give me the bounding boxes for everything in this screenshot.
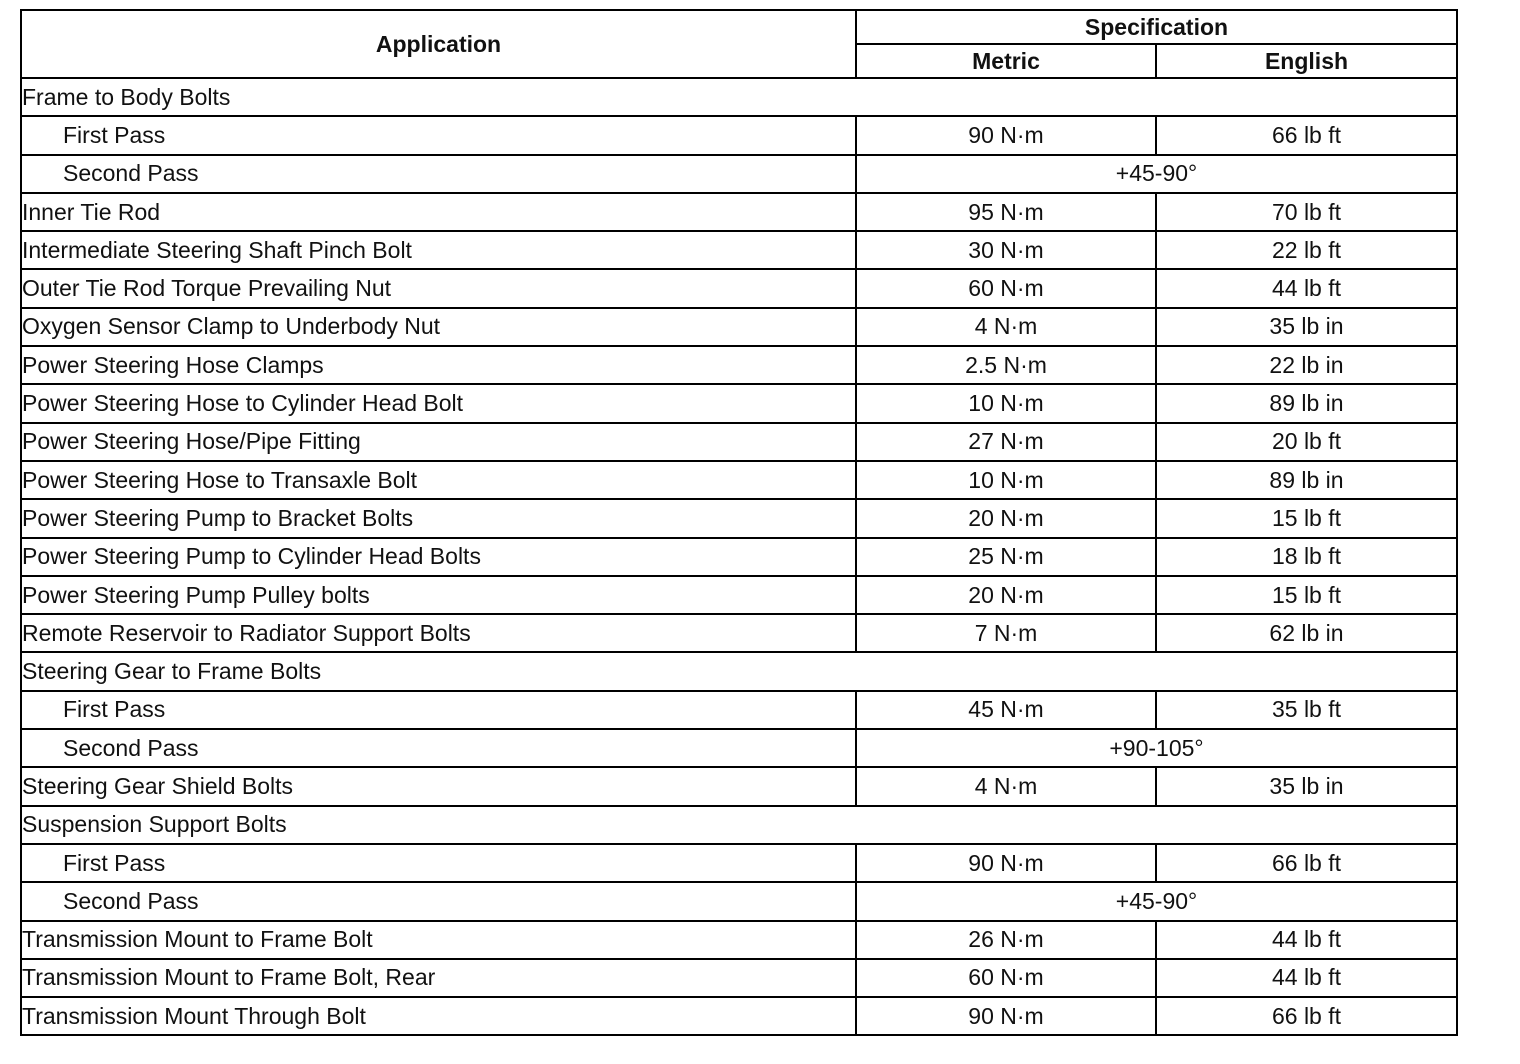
angle-spec-cell: +45-90°	[856, 882, 1457, 920]
group-heading-cell: Steering Gear to Frame Bolts	[21, 652, 1457, 690]
application-cell: Power Steering Hose to Cylinder Head Bolt	[21, 384, 856, 422]
english-value-cell: 35 lb in	[1156, 767, 1457, 805]
english-value-cell: 22 lb ft	[1156, 231, 1457, 269]
metric-value-cell: 60 N·m	[856, 269, 1156, 307]
english-value-cell: 66 lb ft	[1156, 844, 1457, 882]
english-value-cell: 18 lb ft	[1156, 538, 1457, 576]
table-row	[21, 767, 1457, 805]
application-cell: Power Steering Pump to Bracket Bolts	[21, 499, 856, 537]
table-row	[21, 423, 1457, 461]
angle-spec-cell: +45-90°	[856, 155, 1457, 193]
english-value-cell: 22 lb in	[1156, 346, 1457, 384]
application-cell: Transmission Mount Through Bolt	[21, 997, 856, 1035]
metric-value-cell: 25 N·m	[856, 538, 1156, 576]
application-cell: Steering Gear Shield Bolts	[21, 767, 856, 805]
english-value-cell: 15 lb ft	[1156, 576, 1457, 614]
application-cell: Power Steering Hose/Pipe Fitting	[21, 423, 856, 461]
table-row	[21, 576, 1457, 614]
group-heading-cell: Suspension Support Bolts	[21, 806, 1457, 844]
torque-spec-sheet	[20, 9, 1456, 1036]
application-cell: Oxygen Sensor Clamp to Underbody Nut	[21, 308, 856, 346]
table-row	[21, 997, 1457, 1035]
metric-value-cell: 30 N·m	[856, 231, 1156, 269]
application-cell: Remote Reservoir to Radiator Support Bolts	[21, 614, 856, 652]
fastener-torque-table	[20, 9, 1458, 1036]
table-row	[21, 193, 1457, 231]
english-value-cell: 70 lb ft	[1156, 193, 1457, 231]
english-value-cell: 89 lb in	[1156, 461, 1457, 499]
english-value-cell: 44 lb ft	[1156, 269, 1457, 307]
angle-spec-cell: +90-105°	[856, 729, 1457, 767]
metric-value-cell: 45 N·m	[856, 691, 1156, 729]
application-cell: Transmission Mount to Frame Bolt	[21, 921, 856, 959]
application-cell: Power Steering Pump to Cylinder Head Bolts	[21, 538, 856, 576]
application-cell: First Pass	[21, 116, 856, 154]
english-value-cell: 66 lb ft	[1156, 997, 1457, 1035]
metric-value-cell: 90 N·m	[856, 997, 1156, 1035]
column-header-application: Application	[21, 10, 856, 78]
english-value-cell: 15 lb ft	[1156, 499, 1457, 537]
metric-value-cell: 10 N·m	[856, 461, 1156, 499]
metric-value-cell: 27 N·m	[856, 423, 1156, 461]
metric-value-cell: 2.5 N·m	[856, 346, 1156, 384]
english-value-cell: 66 lb ft	[1156, 116, 1457, 154]
application-cell: Outer Tie Rod Torque Prevailing Nut	[21, 269, 856, 307]
application-cell: Power Steering Pump Pulley bolts	[21, 576, 856, 614]
column-header-english: English	[1156, 44, 1457, 78]
metric-value-cell: 90 N·m	[856, 844, 1156, 882]
application-cell: Transmission Mount to Frame Bolt, Rear	[21, 959, 856, 997]
english-value-cell: 44 lb ft	[1156, 959, 1457, 997]
application-cell: First Pass	[21, 844, 856, 882]
table-row	[21, 691, 1457, 729]
metric-value-cell: 60 N·m	[856, 959, 1156, 997]
table-row	[21, 346, 1457, 384]
table-row	[21, 806, 1457, 844]
table-row	[21, 882, 1457, 920]
group-heading-cell: Frame to Body Bolts	[21, 78, 1457, 116]
table-row	[21, 308, 1457, 346]
english-value-cell: 44 lb ft	[1156, 921, 1457, 959]
application-cell: Second Pass	[21, 155, 856, 193]
table-row	[21, 959, 1457, 997]
table-row	[21, 844, 1457, 882]
application-cell: Second Pass	[21, 729, 856, 767]
application-cell: Power Steering Hose to Transaxle Bolt	[21, 461, 856, 499]
application-cell: First Pass	[21, 691, 856, 729]
english-value-cell: 35 lb ft	[1156, 691, 1457, 729]
column-header-metric: Metric	[856, 44, 1156, 78]
table-row	[21, 155, 1457, 193]
application-cell: Intermediate Steering Shaft Pinch Bolt	[21, 231, 856, 269]
table-row	[21, 921, 1457, 959]
english-value-cell: 62 lb in	[1156, 614, 1457, 652]
english-value-cell: 35 lb in	[1156, 308, 1457, 346]
table-row	[21, 729, 1457, 767]
metric-value-cell: 10 N·m	[856, 384, 1156, 422]
table-row	[21, 614, 1457, 652]
table-row	[21, 461, 1457, 499]
english-value-cell: 89 lb in	[1156, 384, 1457, 422]
table-row	[21, 499, 1457, 537]
application-cell: Power Steering Hose Clamps	[21, 346, 856, 384]
table-row	[21, 538, 1457, 576]
metric-value-cell: 90 N·m	[856, 116, 1156, 154]
table-row	[21, 78, 1457, 116]
table-row	[21, 652, 1457, 690]
application-cell: Inner Tie Rod	[21, 193, 856, 231]
metric-value-cell: 26 N·m	[856, 921, 1156, 959]
application-cell: Second Pass	[21, 882, 856, 920]
english-value-cell: 20 lb ft	[1156, 423, 1457, 461]
metric-value-cell: 20 N·m	[856, 499, 1156, 537]
table-row	[21, 231, 1457, 269]
table-body	[21, 78, 1457, 1035]
metric-value-cell: 95 N·m	[856, 193, 1156, 231]
table-row	[21, 384, 1457, 422]
metric-value-cell: 7 N·m	[856, 614, 1156, 652]
metric-value-cell: 4 N·m	[856, 767, 1156, 805]
metric-value-cell: 4 N·m	[856, 308, 1156, 346]
column-header-specification: Specification	[856, 10, 1457, 44]
metric-value-cell: 20 N·m	[856, 576, 1156, 614]
table-row	[21, 269, 1457, 307]
table-row	[21, 116, 1457, 154]
